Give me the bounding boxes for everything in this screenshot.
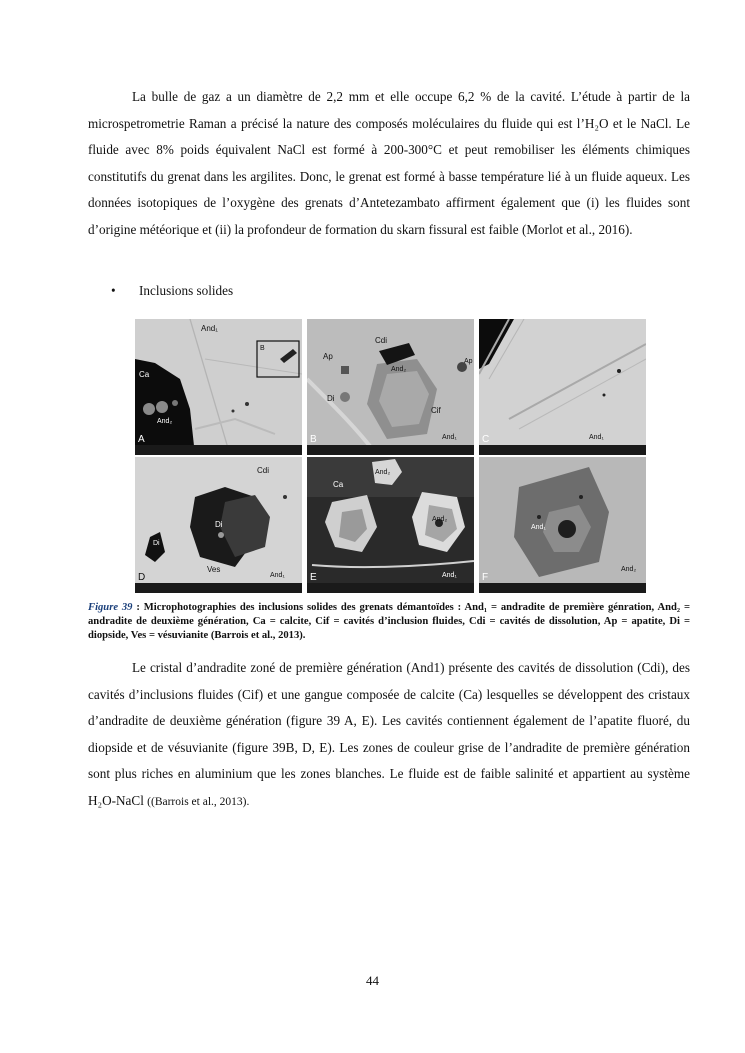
panel-d-letter: D (138, 572, 146, 583)
figure-panel-d (135, 457, 302, 593)
panel-e-label-and2-top: And₂ (375, 469, 391, 476)
panel-a-label-and1: And₁ (201, 324, 218, 333)
paragraph-2-reference: ((Barrois et al., 2013). (147, 795, 250, 808)
bullet-item (111, 283, 233, 299)
panel-d-label-di-left: Di (153, 540, 160, 547)
panel-f-letter: F (482, 572, 489, 583)
figure-panel-c (479, 319, 646, 455)
paragraph-1 (88, 84, 690, 244)
panel-a-label-ca: Ca (139, 370, 150, 379)
figure-panel-f (479, 457, 646, 593)
panel-e-letter: E (310, 572, 317, 583)
panel-e-label-and2: And₂ (432, 516, 448, 523)
figure-panel-e (307, 457, 474, 593)
paragraph-1-text: La bulle de gaz a un diamètre de 2,2 mm et elle occupe 6,2 % de la cavité. L’étude à partir de la microspetrometrie Raman a précisé la nature des composés moléculaires du fluide qui est l’H₂O et le NaCl. Le fluide avec 8% poids équivalent NaCl est formé à 200-300°C et peut remobiliser les éléments chimiques constitutifs du grenat dans les argilites. Donc, le grenat est formé à basse température lié à un fluide aqueux. Les données isotopiques de l’oxygène des grenats d’Antetezambato affirment également que (i) les fluides sont d’origine météorique et (ii) la profondeur de formation du skarn fissural est faible (Morlot et al., 2016). (88, 89, 690, 237)
panel-d-label-cdi: Cdi (257, 466, 270, 475)
figure-panel-a (135, 319, 302, 455)
panel-d-label-di: Di (215, 520, 223, 529)
bullet-symbol: • (111, 283, 116, 298)
figure-39 (135, 319, 646, 593)
panel-a-label-inset: B (260, 345, 265, 352)
panel-a-letter: A (138, 434, 145, 445)
panel-d-label-ves: Ves (207, 565, 221, 574)
panel-a-label-and2: And₂ (157, 418, 173, 425)
panel-c-letter: C (482, 434, 490, 445)
panel-b-label-and1: And₁ (442, 434, 457, 441)
panel-b-label-ap: Ap (323, 352, 333, 361)
panel-b-label-cif: Cif (431, 406, 441, 415)
page-number: 44 (366, 973, 379, 988)
figure-panel-b (307, 319, 474, 455)
panel-f-label-and1: And₁ (531, 524, 546, 531)
paragraph-2 (88, 655, 690, 816)
panel-c-label-and1: And₁ (589, 434, 604, 441)
panel-e-label-and1: And₁ (442, 572, 457, 579)
bullet-text: Inclusions solides (139, 283, 234, 298)
figure-caption-text: : Microphotographies des inclusions solides des grenats démantoïdes : And₁ = andradite de première génration, And₂ = andradite de deuxième génération, Ca = calcite, Cif = cavités d’inclusion fluides, Cdi = cavités de dissolution, Ap = apatite, Di = diopside, Ves = vésuvianite (Barrois et al., 2013). (88, 602, 690, 642)
panel-b-label-ap-right: Ap (464, 358, 473, 365)
panel-d-label-and1: And₁ (270, 572, 285, 579)
panel-b-label-and2: And₂ (391, 366, 407, 373)
panel-b-label-di: Di (327, 394, 335, 403)
panel-b-letter: B (310, 434, 317, 445)
panel-e-label-ca: Ca (333, 480, 344, 489)
figure-caption-label: Figure 39 (88, 602, 133, 613)
figure-caption (88, 601, 690, 644)
panel-f-label-and2: And₂ (621, 566, 637, 573)
paragraph-2-text: Le cristal d’andradite zoné de première génération (And1) présente des cavités de dissolution (Cdi), des cavités d’inclusions fluides (Cif) et une gangue composée de calcite (Ca) lesquelles se développent des cristaux d’andradite de deuxième génération (figure 39 A, E). Les cavités contiennent également de l’apatite fluoré, du diopside et de vésuvianite (figure 39B, D, E). Les zones de couleur grise de l’andradite de première génération sont plus riches en aluminium que les zones blanches. Le fluide est de faible salinité et appartient au système H₂O-NaCl (88, 660, 690, 808)
panel-b-label-cdi: Cdi (375, 336, 388, 345)
